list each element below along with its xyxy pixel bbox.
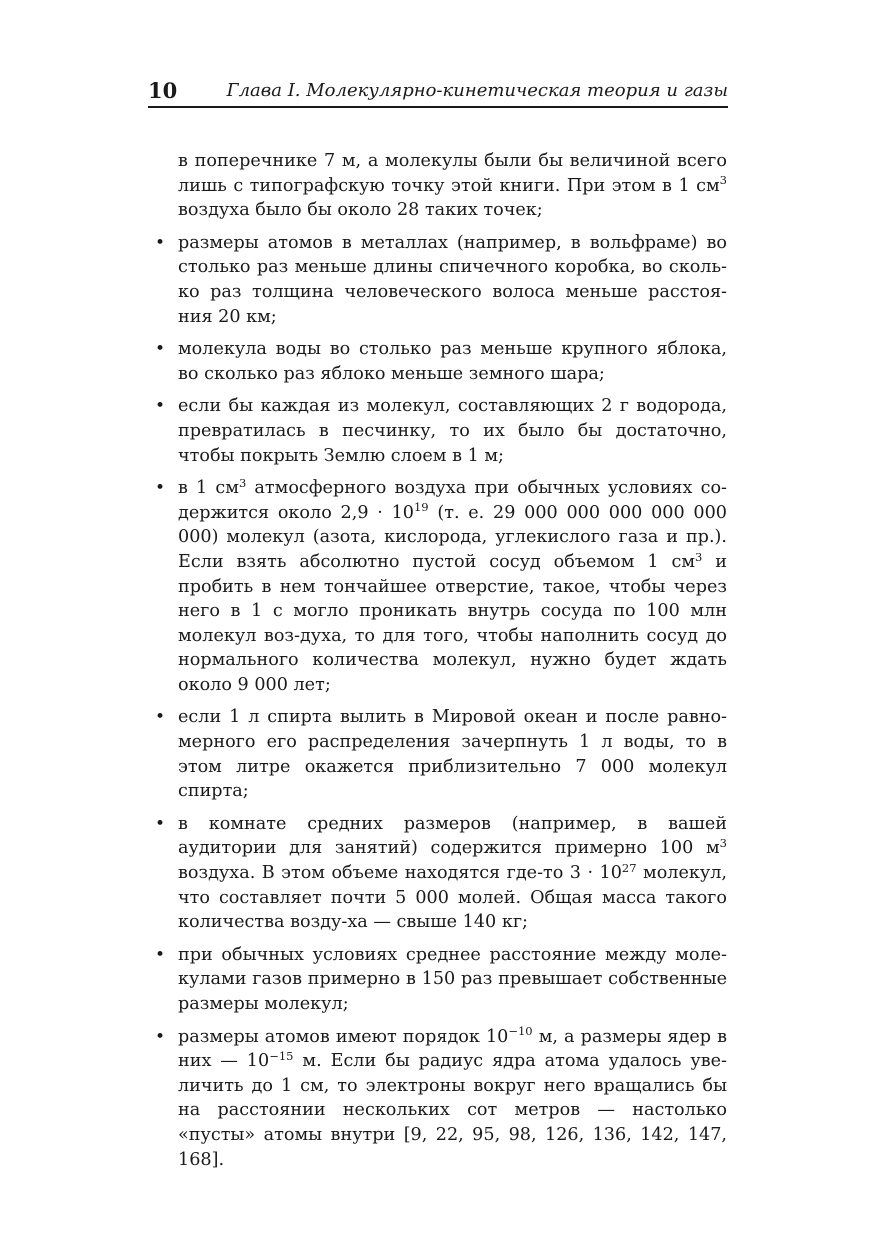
bullet-icon: • xyxy=(155,1026,166,1047)
page-body xyxy=(155,149,727,1180)
bullet-icon: • xyxy=(155,813,166,834)
list-item: • в 1 $см^3$ атмосферного воздуха при обычных условиях со-держится около $2,9 \cdot 10^{19}$ (т. е. 29 000 000 000 000 000 000) молекул (азота, кислорода, углекислого газа и пр.). Если взять абсолютно пустой сосуд объемом 1 $см^3$ и пробить в нем тончайшее отверстие, такое, чтобы через него в 1 с могло проникать внутрь сосуда по 100 млн молекул воз-духа, то для того, чтобы наполнить сосуд до нормального количества молекул, нужно будет ждать около 9 000 лет; xyxy=(155,475,727,695)
bullet-icon: • xyxy=(155,944,166,965)
list-item: • если бы каждая из молекул, составляющих 2 г водорода, превратилась в песчинку, то их было бы достаточно, чтобы покрыть Землю слоем в 1 м; xyxy=(155,396,727,466)
list-item: • при обычных условиях среднее расстояние между моле-кулами газов примерно в 150 раз превышает собственные размеры молекул; xyxy=(155,944,727,1014)
page-number: 10 xyxy=(148,78,178,103)
running-title: Глава I. Молекулярно-кинетическая теория и газы xyxy=(226,80,728,101)
bullet-icon: • xyxy=(155,478,166,499)
bullet-icon: • xyxy=(155,339,166,360)
page-header xyxy=(148,76,728,108)
list-item: • размеры атомов имеют порядок $10^{-10}$ м, а размеры ядер в них — $10^{-15}$ м. Если бы радиус ядра атома удалось уве-личить до 1 см, то электроны вокруг него вращались бы на расстоянии нескольких сот метров — настолько «пусты» атомы внутри [9, 22, 95, 98, 126, 136, 142, 147, 168]. xyxy=(155,1024,727,1170)
list-item: • размеры атомов в металлах (например, в вольфраме) во столько раз меньше длины спичечного коробка, во сколь-ко раз толщина человеческого волоса меньше расстоя-ния 20 км; xyxy=(155,232,727,327)
list-item: • в комнате средних размеров (например, в вашей аудитории для занятий) содержится примерно 100 $м^3$ воздуха. В этом объеме находятся где-то $3 \cdot 10^{27}$ молекул, что составляет почти 5 000 молей. Общая масса такого количества возду-ха — свыше 140 кг; xyxy=(155,813,727,933)
bullet-icon: • xyxy=(155,396,166,417)
intro-paragraph: в поперечнике 7 м, а молекулы были бы величиной всего лишь с типографскую точку этой книги. При этом в 1 $см^3$ воздуха было бы около 28 таких точек; xyxy=(178,151,727,221)
fact-list xyxy=(155,231,727,1172)
bullet-icon: • xyxy=(155,707,166,728)
list-item: • если 1 л спирта вылить в Мировой океан и после равно-мерного его распределения зачерпнуть 1 л воды, то в этом литре окажется приблизительно 7 000 молекул спирта; xyxy=(155,707,727,802)
list-item: • молекула воды во столько раз меньше крупного яблока, во сколько раз яблоко меньше земного шара; xyxy=(155,339,727,384)
bullet-icon: • xyxy=(155,232,166,253)
